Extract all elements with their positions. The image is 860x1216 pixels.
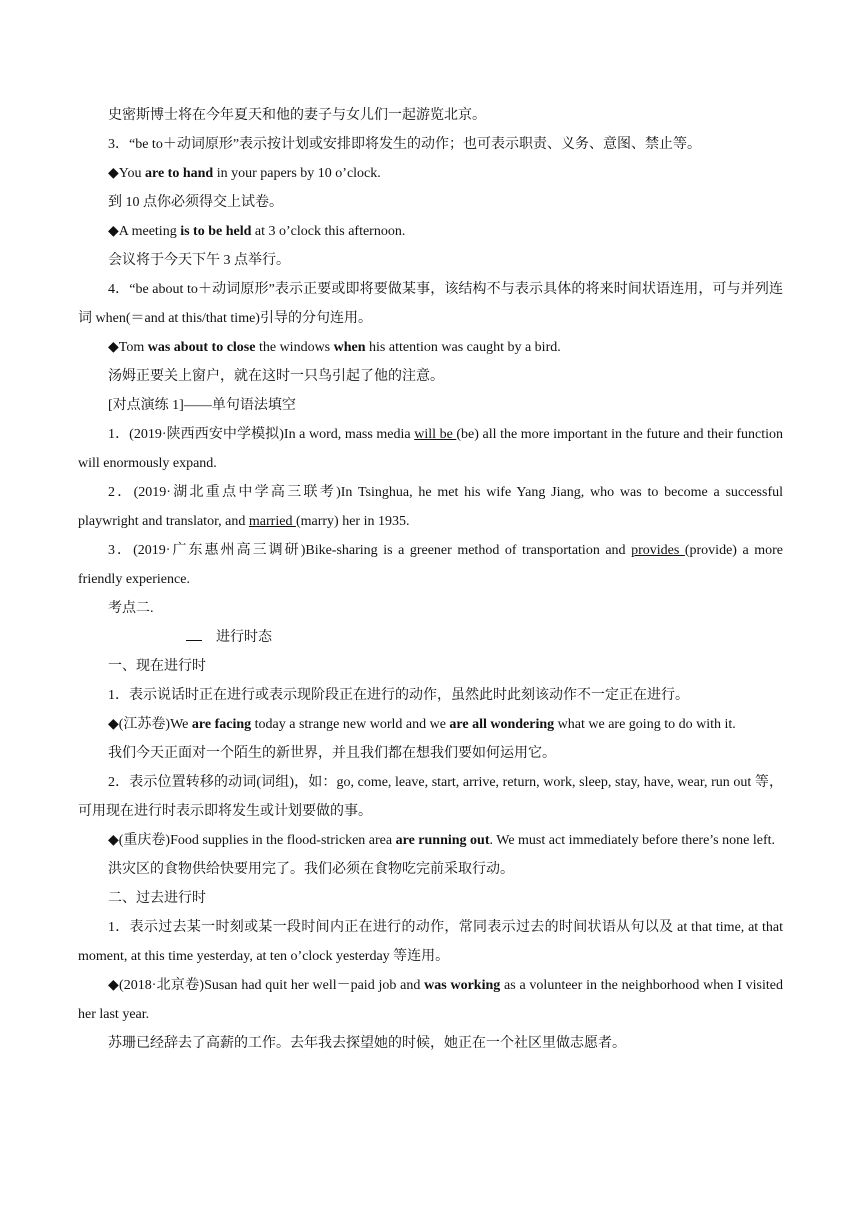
rule-item-3: 3．“be to＋动词原形”表示按计划或安排即将发生的动作；也可表示职责、义务、意图、禁止等。 [108,137,702,152]
translation-line: 史密斯博士将在今年夏天和他的妻子与女儿们一起游览北京。 [108,108,486,123]
translation-line: 我们今天正面对一个陌生的新世界，并且我们都在想我们要如何运用它。 [108,746,556,761]
exercise-heading: [对点演练 1]——单句语法填空 [108,398,296,413]
translation-line: 会议将于今天下午 3 点举行。 [108,253,290,268]
section-label: 考点二. [108,601,154,616]
subsection-heading: 一、现在进行时 [108,659,206,674]
example-sentence: ◆You are to hand in your papers by 10 o’clock. [108,166,381,181]
translation-line: 苏珊已经辞去了高薪的工作。去年我去探望她的时候，她正在一个社区里做志愿者。 [108,1036,626,1051]
exercise-item-1: 1．(2019·陕西西安中学模拟)In a word, mass media will be (be) all the more important in the future and their function will enormously expand. [78,427,784,471]
answer-blank: married [248,514,296,529]
subsection-heading: 二、过去进行时 [108,891,206,906]
example-sentence: ◆(江苏卷)We are facing today a strange new world and we are all wondering what we are going to do with it. [108,717,736,732]
rule-item-2: 2．表示位置转移的动词(词组)，如：go, come, leave, start, arrive, return, work, sleep, stay, have, wear, run out 等，可用现在进行时表示即将发生或计划要做的事。 [78,775,783,819]
rule-item-1: 1．表示过去某一时刻或某一段时间内正在进行的动作，常同表示过去的时间状语从句以及 at that time, at that moment, at this time yesterday, at ten o’clock yesterday 等连用。 [78,920,783,964]
title-blank [186,626,202,641]
section-title: 进行时态 [78,623,783,652]
answer-blank: provides [631,543,685,558]
example-sentence: ◆A meeting is to be held at 3 o’clock this afternoon. [108,224,406,239]
translation-line: 洪灾区的食物供给快要用完了。我们必须在食物吃完前采取行动。 [108,862,514,877]
example-sentence: ◆Tom was about to close the windows when his attention was caught by a bird. [108,340,561,355]
answer-blank: will be [414,427,457,442]
example-sentence: ◆(2018·北京卷)Susan had quit her well－paid job and was working as a volunteer in the neighborhood when I visited her last year. [78,978,783,1022]
example-sentence: ◆(重庆卷)Food supplies in the flood-stricken area are running out. We must act immediately before there’s none left. [108,833,776,848]
rule-item-1: 1．表示说话时正在进行或表示现阶段正在进行的动作，虽然此时此刻该动作不一定正在进行。 [108,688,689,703]
translation-line: 到 10 点你必须得交上试卷。 [108,195,283,210]
translation-line: 汤姆正要关上窗户，就在这时一只鸟引起了他的注意。 [108,369,444,384]
exercise-item-3: 3．(2019·广东惠州高三调研)Bike-sharing is a greener method of transportation and provides (provide) a more friendly experience. [78,543,783,587]
exercise-item-2: 2．(2019·湖北重点中学高三联考)In Tsinghua, he met his wife Yang Jiang, who was to become a successful playwright and translator, and married (marry) her in 1935. [78,485,783,529]
document-body [78,101,783,1058]
rule-item-4: 4．“be about to＋动词原形”表示正要或即将要做某事，该结构不与表示具体的将来时间状语连用，可与并列连词 when(＝and at this/that time)引导的分句连用。 [78,282,783,326]
